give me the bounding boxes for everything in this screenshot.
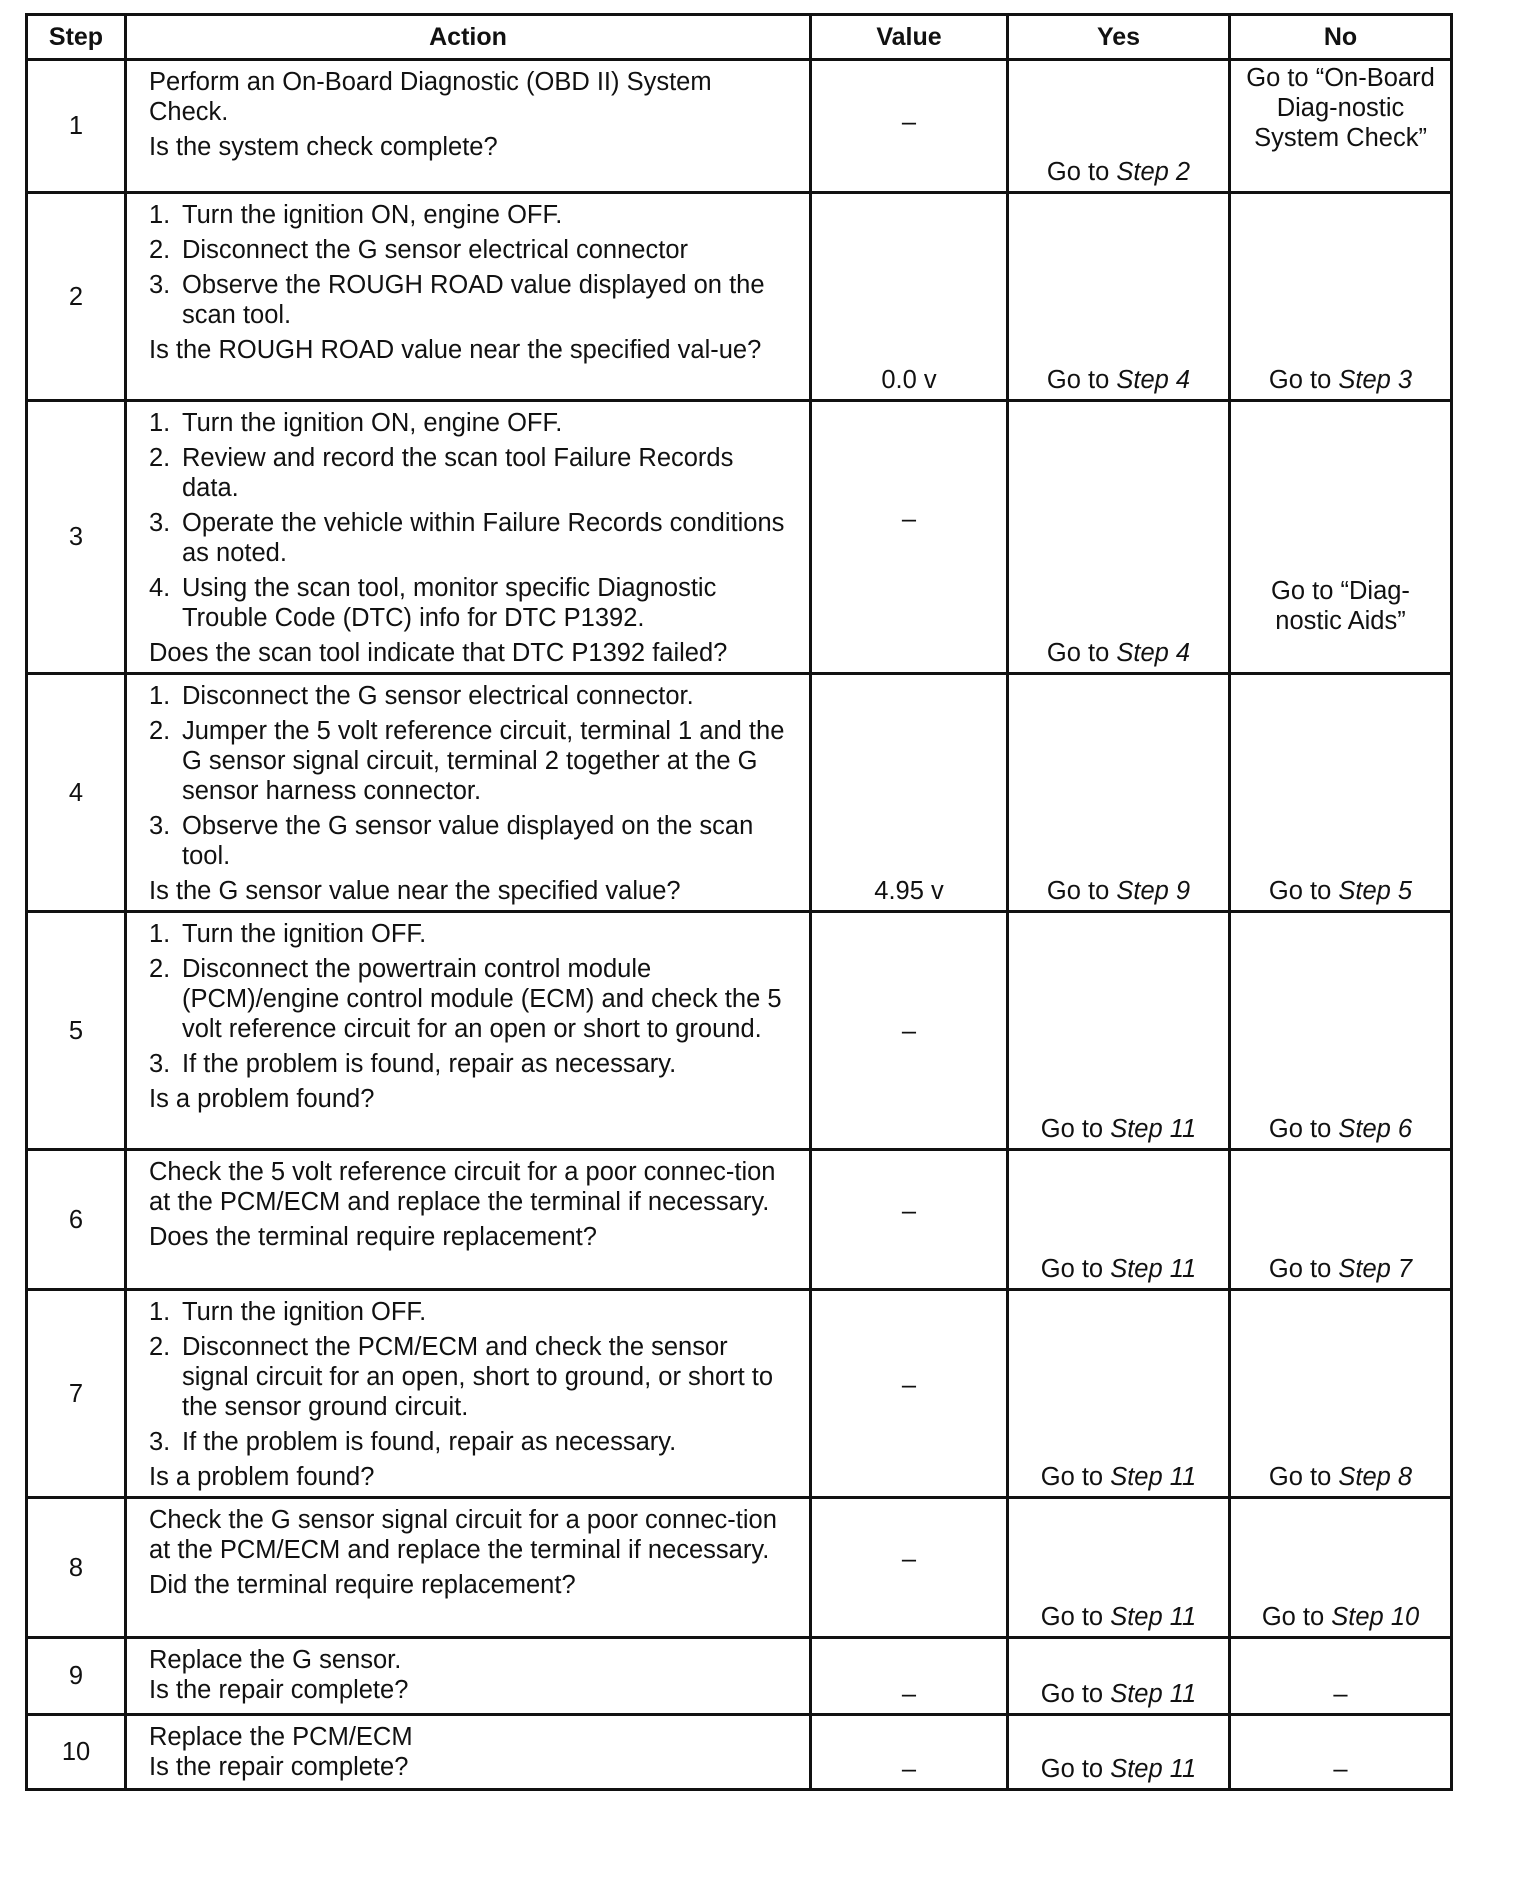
goto-step: Step 11 [1110,1680,1197,1708]
goto-text: Go to [1268,1255,1332,1283]
no-cell: Go to “On-Board Diag-nostic System Check” [1230,60,1452,193]
no-cell: Go to “Diag-nostic Aids” [1230,401,1452,674]
action-question: Is the G sensor value near the specified value? [149,877,681,905]
goto-text: Go to [1046,158,1110,186]
yes-cell [1008,193,1230,401]
list-item: 1. Turn the ignition ON, engine OFF. [149,201,563,229]
yes-cell [1008,1150,1230,1290]
step-number: 5 [27,912,126,1150]
step-number: 10 [27,1715,126,1790]
yes-cell [1008,1498,1230,1638]
action-question: Is the repair complete? [149,1753,409,1781]
action-list [149,408,795,633]
step-number: 4 [27,674,126,912]
list-item: 3. If the problem is found, repair as necessary. [149,1428,677,1456]
goto-step: Step 6 [1338,1115,1413,1143]
action-question: Is the repair complete? [149,1676,409,1704]
goto-text: Go to [1268,877,1332,905]
action-question: Is a problem found? [149,1085,375,1113]
list-item: 2. Review and record the scan tool Failure Records data. [149,444,734,502]
goto-step: Step 2 [1116,158,1191,186]
table-row [27,401,1452,674]
action-list [149,681,795,871]
value-cell: – [811,912,1008,1150]
goto-step: Step 4 [1116,366,1191,394]
action-list [149,919,795,1079]
step-number: 2 [27,193,126,401]
list-item: 4. Using the scan tool, monitor specific Diagnostic Trouble Code (DTC) info for DTC P1392. [149,574,717,632]
action-text: Replace the PCM/ECM [149,1723,413,1751]
header-value: Value [811,15,1008,60]
goto-step: Step 9 [1116,877,1191,905]
action-cell [126,912,811,1150]
table-row [27,60,1452,193]
list-item: 3. Operate the vehicle within Failure Records conditions as noted. [149,509,785,567]
yes-cell [1008,1715,1230,1790]
no-cell [1230,674,1452,912]
header-row [27,15,1452,60]
action-text: Check the G sensor signal circuit for a poor connec-tion at the PCM/ECM and replace the terminal if necessary. [149,1506,777,1564]
goto-step: Step 11 [1110,1463,1197,1491]
value-cell: 0.0 v [811,193,1008,401]
yes-cell [1008,60,1230,193]
goto-text: Go to [1261,1603,1325,1631]
header-no: No [1230,15,1452,60]
value-cell: – [811,1715,1008,1790]
goto-text: Go to [1046,639,1110,667]
value-cell: 4.95 v [811,674,1008,912]
list-item: 1. Turn the ignition OFF. [149,920,427,948]
step-number: 1 [27,60,126,193]
action-cell [126,401,811,674]
action-cell [126,1290,811,1498]
action-list [149,1297,795,1457]
goto-text: Go to [1046,877,1110,905]
action-question: Is the ROUGH ROAD value near the specified val-ue? [149,336,762,364]
goto-text: Go to [1040,1680,1104,1708]
goto-text: Go to [1268,1115,1332,1143]
no-cell [1230,912,1452,1150]
action-question: Does the scan tool indicate that DTC P1392 failed? [149,639,728,667]
action-cell [126,193,811,401]
diagnostic-table [25,13,1453,1791]
step-number: 7 [27,1290,126,1498]
action-text: Check the 5 volt reference circuit for a poor connec-tion at the PCM/ECM and replace the terminal if necessary. [149,1158,776,1216]
action-cell [126,674,811,912]
action-question: Is the system check complete? [149,133,498,161]
goto-step: Step 11 [1110,1255,1197,1283]
no-cell [1230,193,1452,401]
list-item: 2. Disconnect the PCM/ECM and check the sensor signal circuit for an open, short to ground, or short to the sensor ground circuit. [149,1333,774,1421]
table-row [27,1638,1452,1715]
list-item: 3. Observe the ROUGH ROAD value displayed on the scan tool. [149,271,765,329]
action-question: Is a problem found? [149,1463,375,1491]
goto-step: Step 7 [1338,1255,1413,1283]
no-cell [1230,1150,1452,1290]
list-item: 2. Disconnect the powertrain control module (PCM)/engine control module (ECM) and check the 5 volt reference circuit for an open or short to ground. [149,955,782,1043]
action-question: Did the terminal require replacement? [149,1571,576,1599]
value-cell: – [811,1290,1008,1498]
goto-text: Go to [1040,1603,1104,1631]
goto-text: Go to [1040,1115,1104,1143]
yes-cell [1008,1638,1230,1715]
goto-text: Go to [1268,366,1332,394]
value-cell: – [811,401,1008,674]
header-yes: Yes [1008,15,1230,60]
goto-step: Step 5 [1338,877,1413,905]
value-cell: – [811,1638,1008,1715]
action-cell [126,1498,811,1638]
list-item: 3. Observe the G sensor value displayed on the scan tool. [149,812,754,870]
list-item: 1. Turn the ignition OFF. [149,1298,427,1326]
list-item: 2. Jumper the 5 volt reference circuit, terminal 1 and the G sensor signal circuit, terminal 2 together at the G sensor harness connector. [149,717,785,805]
table-row [27,193,1452,401]
goto-step: Step 11 [1110,1115,1197,1143]
no-cell [1230,1290,1452,1498]
goto-step: Step 3 [1338,366,1413,394]
goto-text: Go to [1046,366,1110,394]
table-row [27,1715,1452,1790]
action-text: Perform an On-Board Diagnostic (OBD II) System Check. [149,68,712,126]
table-row [27,674,1452,912]
no-cell: – [1230,1715,1452,1790]
table-row [27,1290,1452,1498]
yes-cell [1008,1290,1230,1498]
value-cell: – [811,1498,1008,1638]
table-row [27,1498,1452,1638]
goto-step: Step 11 [1110,1603,1197,1631]
action-cell [126,60,811,193]
value-cell: – [811,60,1008,193]
step-number: 6 [27,1150,126,1290]
table-row [27,912,1452,1150]
action-cell [126,1715,811,1790]
action-text: Replace the G sensor. [149,1646,402,1674]
no-cell: – [1230,1638,1452,1715]
goto-step: Step 4 [1116,639,1191,667]
goto-step: Step 11 [1110,1755,1197,1783]
no-cell [1230,1498,1452,1638]
list-item: 2. Disconnect the G sensor electrical connector [149,236,688,264]
action-cell [126,1150,811,1290]
step-number: 9 [27,1638,126,1715]
yes-cell [1008,912,1230,1150]
yes-cell [1008,401,1230,674]
list-item: 1. Turn the ignition ON, engine OFF. [149,409,563,437]
goto-text: Go to [1040,1255,1104,1283]
table-row [27,1150,1452,1290]
action-list [149,200,795,330]
yes-cell [1008,674,1230,912]
action-question: Does the terminal require replacement? [149,1223,597,1251]
header-action: Action [126,15,811,60]
goto-text: Go to [1040,1755,1104,1783]
list-item: 3. If the problem is found, repair as necessary. [149,1050,677,1078]
header-step: Step [27,15,126,60]
step-number: 3 [27,401,126,674]
list-item: 1. Disconnect the G sensor electrical connector. [149,682,694,710]
step-number: 8 [27,1498,126,1638]
action-cell [126,1638,811,1715]
value-cell: – [811,1150,1008,1290]
goto-step: Step 8 [1338,1463,1413,1491]
goto-step: Step 10 [1331,1603,1420,1631]
goto-text: Go to [1268,1463,1332,1491]
goto-text: Go to [1040,1463,1104,1491]
